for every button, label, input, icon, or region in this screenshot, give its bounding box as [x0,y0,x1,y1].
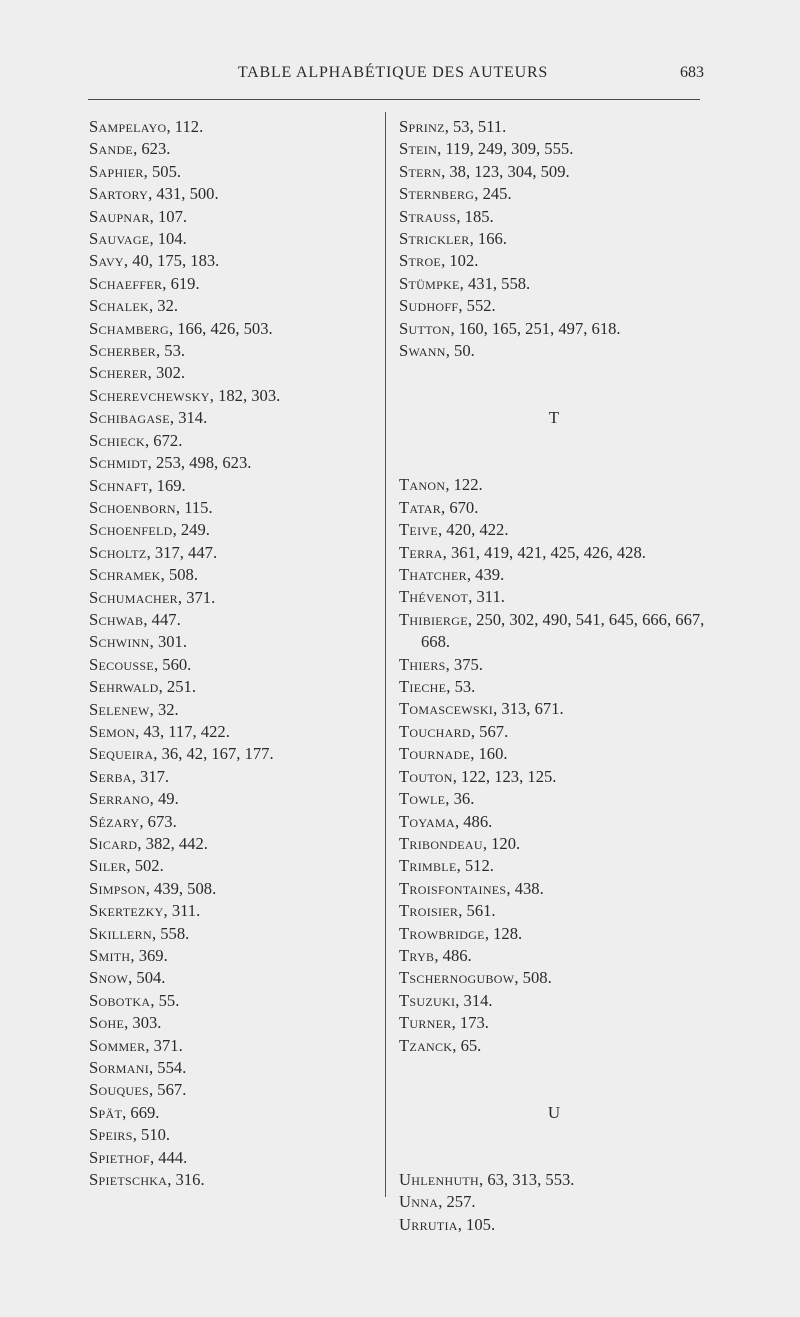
page-references: , 32. [149,699,179,719]
page-references: , 253, 498, 623. [147,453,252,473]
author-name: Spiethof [89,1147,150,1167]
index-entry [89,923,379,945]
index-entry [399,833,709,855]
page-references: , 382, 442. [137,834,208,853]
author-name: Snow [89,968,129,988]
author-name: Scherber [89,341,156,361]
page-references: , 65. [452,1035,482,1055]
index-entry [399,295,709,317]
index-entry [399,721,709,743]
author-name: Schaeffer [89,273,163,293]
page-references: , 560. [153,654,192,674]
index-entry [89,654,379,676]
author-name: Terra [399,542,443,562]
author-name: Unna [399,1192,439,1212]
author-name: Tournade [399,744,471,764]
page-references: , 554. [149,1058,187,1078]
author-name: Sommer [89,1035,146,1055]
page-references: , 169. [148,475,186,495]
page-references: , 558. [151,923,190,943]
page-references: , 502. [126,856,164,876]
index-entry [399,788,709,810]
author-name: Tatar [399,497,442,517]
page-references: , 371. [177,587,216,607]
u-entries [399,1169,709,1236]
page-references: , 166, 426, 503. [168,318,273,338]
author-name: Schwab [89,609,144,629]
author-name: Scholtz [89,542,147,562]
index-entry [399,161,709,183]
author-name: Stein [399,139,438,159]
index-entry [89,609,379,631]
author-name: Stern [399,161,442,181]
author-name: Thiers [399,654,446,674]
author-name: Sequeira [89,744,154,764]
t-entries [399,474,709,1057]
author-name: Schramek [89,565,161,585]
page-references: , 447. [143,609,181,629]
page-references: , 510. [132,1125,171,1145]
author-name: Serba [89,766,132,786]
author-name: Schibagase [89,408,170,428]
page-references: , 36. [445,789,475,809]
author-name: Sauvage [89,229,150,249]
index-entry [399,564,709,586]
column-divider [385,112,386,1197]
author-name: Trowbridge [399,923,485,943]
index-entry [399,676,709,698]
page-references: , 420, 422. [437,520,509,540]
author-name: Thévenot [399,587,469,607]
author-name: Sande [89,139,134,159]
page-references: , 669. [122,1102,160,1122]
page-references: , 431, 500. [148,184,219,204]
author-name: Schmidt [89,453,148,473]
page-references: , 552. [458,296,496,316]
author-name: Sobotka [89,990,151,1010]
index-entry [89,587,379,609]
index-entry [399,878,709,900]
index-entry [89,161,379,183]
index-entry [89,385,379,407]
index-entry [399,967,709,989]
index-entry [89,676,379,698]
author-name: Sohe [89,1013,125,1033]
page-references: , 439. [466,565,505,585]
page-references: , 313, 671. [493,699,564,719]
s-entries-continued [399,116,709,362]
index-entry [89,564,379,586]
page-references: , 317, 447. [146,542,218,562]
index-entry [89,788,379,810]
author-name: Tieche [399,677,447,697]
page-references: , 53, 511. [444,117,507,136]
author-name: Uhlenhuth [399,1169,480,1189]
index-entry [399,743,709,765]
page-references: , 567. [149,1080,187,1100]
author-name: Towle [399,789,446,809]
index-entry [399,990,709,1012]
letter-heading-u: U [547,1102,561,1122]
page-references: , 486. [454,811,493,831]
author-name: Schieck [89,430,145,450]
page-references: , 316. [167,1170,205,1190]
running-title: TABLE ALPHABÉTIQUE DES AUTEURS [237,64,549,81]
index-entry [89,631,379,653]
author-name: Tribondeau [399,833,483,853]
page-references: , 311. [468,587,505,607]
author-name: Sormani [89,1058,149,1078]
index-entry [89,340,379,362]
index-entry [399,273,709,295]
index-entry [399,654,709,676]
author-name: Tsuzuki [399,990,456,1010]
author-name: Schamberg [89,318,169,338]
page-references: , 567. [470,721,509,741]
right-column [399,116,709,1236]
index-entry [89,811,379,833]
page-references: , 623. [133,139,171,159]
index-entry [89,1169,379,1191]
author-name: Secousse [89,654,154,674]
index-entry [89,273,379,295]
index-entry [89,228,379,250]
index-entry [89,318,379,340]
author-name: Sartory [89,184,149,204]
page-references: , 245. [474,184,512,204]
page-references: , 508. [514,968,552,988]
page-references: , 371. [145,1035,183,1055]
author-name: Turner [399,1013,452,1033]
page-references: , 250, 302, 490, 541, 645, 666, 667, 668. [421,609,705,652]
index-entry [89,407,379,429]
author-name: Thibierge [399,609,468,629]
author-name: Strauss [399,206,457,226]
index-entry [399,1191,709,1213]
author-name: Schalek [89,296,149,316]
page-references: , 63, 313, 553. [479,1169,575,1189]
page-references: , 43, 117, 422. [135,721,230,741]
index-entry [399,923,709,945]
author-name: Saupnar [89,206,150,226]
author-name: Spietschka [89,1170,168,1190]
author-name: Skertezky [89,901,164,921]
author-name: Speirs [89,1125,133,1145]
index-entry [89,1035,379,1057]
author-name: Tschernogubow [399,968,515,988]
author-name: Serrano [89,789,150,809]
author-name: Tzanck [399,1035,453,1055]
page-references: , 115. [175,497,213,517]
page-references: , 249. [172,520,210,540]
page-references: , 102. [441,251,479,271]
index-entry [89,699,379,721]
page-references: , 173. [451,1013,489,1033]
page-references: , 619. [162,273,200,293]
author-name: Strickler [399,229,470,249]
page-references: , 303. [124,1013,162,1033]
author-name: Scherevchewsky [89,385,210,405]
author-name: Savy [89,251,124,271]
author-name: Toyama [399,811,455,831]
page-references: , 673. [139,811,177,831]
page-references: , 53. [155,341,186,361]
page-references: , 160, 165, 251, 497, 618. [450,318,621,338]
author-name: Sicard [89,834,138,853]
page-references: , 185. [456,206,494,226]
page-references: , 40, 175, 183. [123,251,220,271]
index-entry [399,519,709,541]
author-name: Schnaft [89,475,149,495]
index-entry [89,1012,379,1034]
page-references: , 317. [131,766,170,786]
author-name: Saphier [89,161,144,181]
index-entry [399,855,709,877]
author-name: Tanon [399,475,446,495]
author-name: Teive [399,520,438,540]
author-name: Sutton [399,318,451,338]
page-references: , 431, 558. [459,273,531,293]
author-name: Troisfontaines [399,878,507,898]
author-name: Scherer [89,363,148,383]
index-entry [399,1012,709,1034]
author-name: Sternberg [399,184,475,204]
index-entry [89,295,379,317]
index-entry [399,1169,709,1191]
author-name: Simpson [89,878,146,898]
author-name: Sézary [89,811,140,831]
author-name: Sudhoff [399,296,459,316]
index-entry [89,743,379,765]
index-entry [89,721,379,743]
author-name: Schwinn [89,632,150,652]
page-references: , 257. [438,1192,476,1212]
page-header [0,60,800,88]
page-references: , 112. [166,117,204,136]
index-entry [89,967,379,989]
index-entry [89,855,379,877]
index-entry [89,116,379,138]
page-references: , 504. [128,968,166,988]
index-entry [399,811,709,833]
author-name: Sehrwald [89,677,159,697]
index-entry [89,519,379,541]
page-references: , 119, 249, 309, 555. [437,139,574,159]
index-entry [89,990,379,1012]
page-references: , 375. [445,654,483,674]
page-references: , 508. [160,565,198,585]
index-entry [399,586,709,608]
page-references: , 301. [149,632,187,652]
index-entry [89,1124,379,1146]
index-entry [399,116,709,138]
page-references: , 55. [150,990,180,1010]
page-number: 683 [680,64,704,81]
index-entry [399,250,709,272]
index-entry [89,138,379,160]
author-name: Troisier [399,901,459,921]
index-entry [89,1147,379,1169]
index-entry [89,1079,379,1101]
index-entry [89,452,379,474]
page-references: , 166. [469,229,507,249]
page-references: , 512. [456,856,494,876]
page-references: , 302. [147,363,186,383]
index-entry [399,1035,709,1057]
page-references: , 107. [149,206,188,226]
index-entry [399,183,709,205]
index-entry [89,183,379,205]
page-references: , 314. [169,408,208,428]
page-references: , 50. [445,341,475,361]
page-references: , 439, 508. [145,878,217,898]
index-entry [399,474,709,496]
index-entry [399,1214,709,1236]
index-entry [399,318,709,340]
left-column [89,116,379,1192]
page-references: , 128. [484,923,523,943]
index-entry [89,430,379,452]
author-name: Souques [89,1080,149,1100]
page-references: , 120. [482,833,521,853]
page-references: , 53. [446,677,476,697]
author-name: Semon [89,721,136,741]
page-references: , 160. [470,744,508,764]
page-references: , 670. [441,497,479,517]
author-name: Schoenfeld [89,520,173,540]
page-references: , 251. [158,677,196,697]
index-entry [89,497,379,519]
index-entry [89,475,379,497]
page-references: , 32. [149,296,179,316]
page-references: , 311. [163,901,201,921]
index-entry [89,542,379,564]
author-name: Sampelayo [89,117,167,136]
page-references: , 122, 123, 125. [452,766,557,786]
author-name: Urrutia [399,1214,458,1234]
letter-heading-t: T [548,408,560,428]
page-references: , 369. [130,946,168,966]
author-name: Siler [89,856,127,876]
page-references: , 438. [506,878,544,898]
index-entry [399,609,709,654]
author-name: Touchard [399,721,471,741]
index-entry [399,228,709,250]
page-references: , 314. [455,990,493,1010]
index-entry [89,945,379,967]
author-name: Schumacher [89,587,178,607]
author-name: Selenew [89,699,150,719]
index-entry [89,206,379,228]
index-entry [399,497,709,519]
index-entry [399,945,709,967]
author-name: Touton [399,766,453,786]
author-name: Trimble [399,856,457,876]
page-references: , 122. [445,475,483,495]
index-entry [399,542,709,564]
author-name: Spät [89,1102,123,1122]
page-references: , 672. [145,430,183,450]
page-references: , 486. [434,945,472,965]
author-name: Tomascewski [399,699,494,719]
index-entry [399,138,709,160]
page-references: , 105. [457,1214,496,1234]
index-entry [89,766,379,788]
index-entry [399,206,709,228]
index-entry [399,698,709,720]
author-name: Sprinz [399,117,445,136]
index-entry [89,833,379,855]
page-references: , 36, 42, 167, 177. [153,744,274,764]
index-entry [399,766,709,788]
index-entry [89,878,379,900]
page-references: , 182, 303. [209,385,281,405]
index-entry [399,900,709,922]
author-name: Skillern [89,923,152,943]
page-references: , 505. [143,161,182,181]
index-entry [89,250,379,272]
author-name: Schoenborn [89,497,176,517]
index-entry [89,1057,379,1079]
page-references: , 561. [458,901,496,921]
page-references: , 444. [149,1147,188,1167]
page-references: , 361, 419, 421, 425, 426, 428. [442,542,646,562]
author-name: Thatcher [399,565,467,585]
index-entry [89,900,379,922]
author-name: Stroe [399,251,442,271]
page-references: , 38, 123, 304, 509. [441,161,570,181]
author-name: Stümpke [399,273,460,293]
page-references: , 104. [149,229,187,249]
index-entry [89,362,379,384]
author-name: Tryb [399,945,435,965]
author-name: Swann [399,341,446,361]
header-rule [88,99,700,100]
index-entry [89,1102,379,1124]
page-references: , 49. [149,789,179,809]
author-name: Smith [89,946,131,966]
index-entry [399,340,709,362]
